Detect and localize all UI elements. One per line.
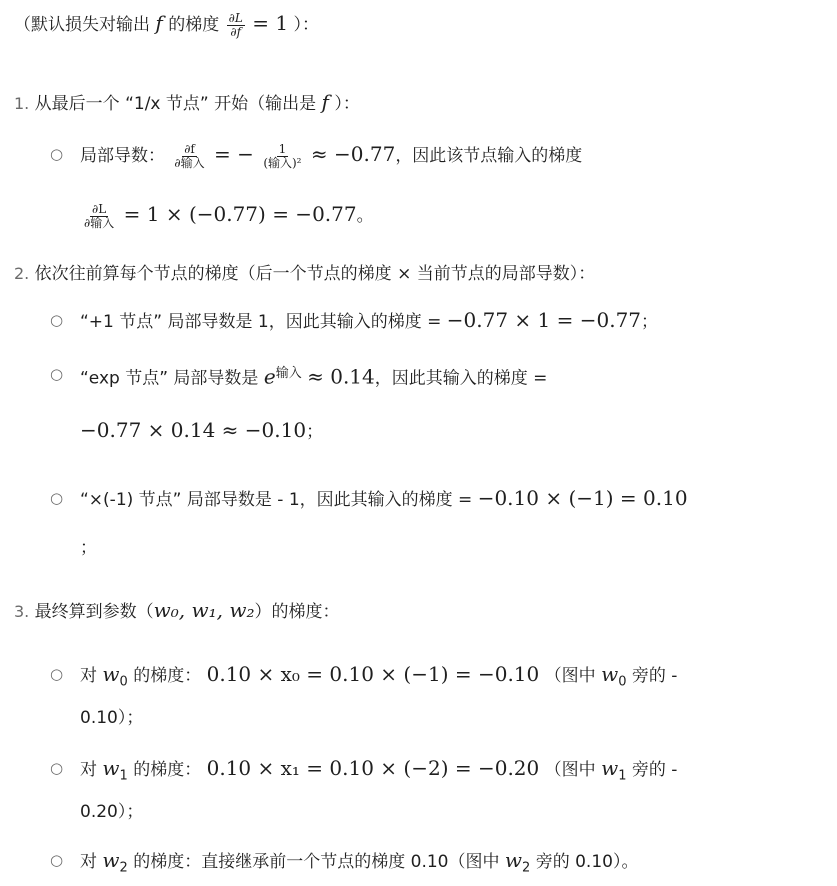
item1-sub1-line2 [80,194,374,236]
item1-frac2-den: (输入)² [263,155,302,170]
list-item-3 [14,596,340,626]
item1-frac1 [172,143,206,170]
item1-approx: ≈ −0.77 [310,142,396,166]
item3-sub3-w: w [102,848,120,872]
bullet-icon: ○ [50,665,64,683]
item3-sub1-i: 0 [119,674,128,690]
item3-sub3-b: 的梯度：直接继承前一个节点的梯度 0.10（图中 [133,852,500,872]
item2-sub3-line1 [80,484,688,514]
item1-tail: ，因此该节点输入的梯度 [395,146,583,166]
intro-mid: 的梯度 [168,15,220,35]
item1-text-b: ）： [334,94,360,114]
item3-sub3-line1 [80,846,638,882]
item2-sub1 [80,306,658,336]
item3-sub1-math: 0.10 × x₀ = 0.10 × (−1) = −0.10 [206,662,540,686]
item3-sub3-d: 旁的 0.10）。 [535,852,639,872]
bullet-icon: ○ [50,365,64,383]
item3-params: w₀, w₁, w₂ [153,598,255,622]
item2-sub2-end: ； [306,422,324,442]
list-number-3: 3. [14,602,30,621]
intro-frac-den: ∂f [230,24,242,39]
item2-sub2-line1 [80,360,547,393]
item1-frac3-num: ∂L [92,201,107,216]
item1-frac2-num: 1 [278,141,287,156]
item3-sub2-a: 对 [80,760,97,780]
list-number-1: 1. [14,94,30,113]
item2-sub1-text: “+1 节点” 局部导数是 1，因此其输入的梯度 = [80,312,442,332]
item3-sub2-b: 的梯度： [133,760,202,780]
item2-sub2-e: e [263,364,276,389]
item2-sub3-math: −0.10 × (−1) = 0.10 [477,486,688,510]
item3-sub1-w2: w [601,662,619,686]
intro-fraction [227,12,245,39]
item3-sub1-w: w [102,662,120,686]
item3-sub3-a: 对 [80,852,97,872]
bullet-icon: ○ [50,759,64,777]
item1-sub1-line1 [80,134,582,176]
item3-sub2-e: 0.20）； [80,802,144,822]
item3-sub2-i2: 1 [618,768,627,784]
bullet-icon: ○ [50,851,64,869]
item3-sub2-i: 1 [119,768,128,784]
intro-prefix: （默认损失对输出 [14,15,150,35]
item3-sub2-d: 旁的 - [631,760,678,780]
item1-end: 。 [356,206,374,226]
item1-frac1-num: ∂f [184,141,195,156]
intro-frac-num: ∂L [228,10,243,25]
item1-eq2: = 1 × (−0.77) = −0.77 [123,202,357,226]
item3-sub1-e: 0.10）； [80,708,144,728]
item1-frac1-den: ∂输入 [174,155,205,170]
item3-sub3-i2: 2 [522,860,531,876]
intro-line [14,6,319,42]
item2-sub1-end: ； [641,312,659,332]
item3-sub2-c: （图中 [544,760,596,780]
intro-suffix: ）： [293,15,319,35]
item2-sub2-text-a: “exp 节点” 局部导数是 [80,368,259,389]
item2-sub3-text: “×(-1) 节点” 局部导数是 - 1，因此其输入的梯度 = [80,490,473,510]
list-number-2: 2. [14,264,30,283]
item1-var-f: f [321,90,329,114]
item2-text: 依次往前算每个节点的梯度（后一个节点的梯度 × 当前节点的局部导数）： [34,264,596,284]
item2-sub2-line2 [80,416,323,446]
item2-sub2-sup: 输入 [275,366,302,381]
item1-frac2 [261,143,303,170]
item3-sub2-w2: w [601,756,619,780]
item1-frac3 [82,203,116,230]
item3-text-b: ）的梯度： [254,602,340,622]
bullet-icon: ○ [50,145,64,163]
item3-sub2-math: 0.10 × x₁ = 0.10 × (−2) = −0.20 [206,756,540,780]
item2-sub2-text-b: ，因此其输入的梯度 = [374,368,548,389]
item3-sub2-w: w [102,756,120,780]
item3-sub3-w2: w [504,848,523,872]
item3-sub1-d: 旁的 - [631,666,678,686]
bullet-icon: ○ [50,311,64,329]
bullet-icon: ○ [50,489,64,507]
item2-sub2-math: −0.77 × 0.14 ≈ −0.10 [80,418,307,442]
item1-sub1-label: 局部导数： [80,146,165,166]
item3-sub1-a: 对 [80,666,97,686]
item2-sub3-end: ； [80,538,97,558]
item2-sub2-approx: ≈ 0.14 [307,364,375,389]
item1-text-a: 从最后一个 “1/x 节点” 开始（输出是 [34,94,317,114]
item2-sub3-line2 [80,534,97,562]
item3-sub1-b: 的梯度： [133,666,202,686]
item3-text-a: 最终算到参数（ [34,602,154,622]
item3-sub1-c: （图中 [544,666,596,686]
item2-sub1-math: −0.77 × 1 = −0.77 [446,308,642,332]
intro-var-f: f [155,11,163,35]
item3-sub1-line1 [80,660,677,696]
item3-sub1-i2: 0 [618,674,627,690]
item3-sub2-line1 [80,754,677,790]
list-item-2 [14,260,595,288]
list-item-1 [14,88,360,118]
intro-eq: = 1 [252,11,289,35]
item3-sub2-line2 [80,798,143,826]
item1-frac3-den: ∂输入 [84,215,115,230]
item3-sub1-line2 [80,704,143,732]
item3-sub3-i: 2 [119,860,128,876]
item1-eq1: = − [214,142,254,166]
